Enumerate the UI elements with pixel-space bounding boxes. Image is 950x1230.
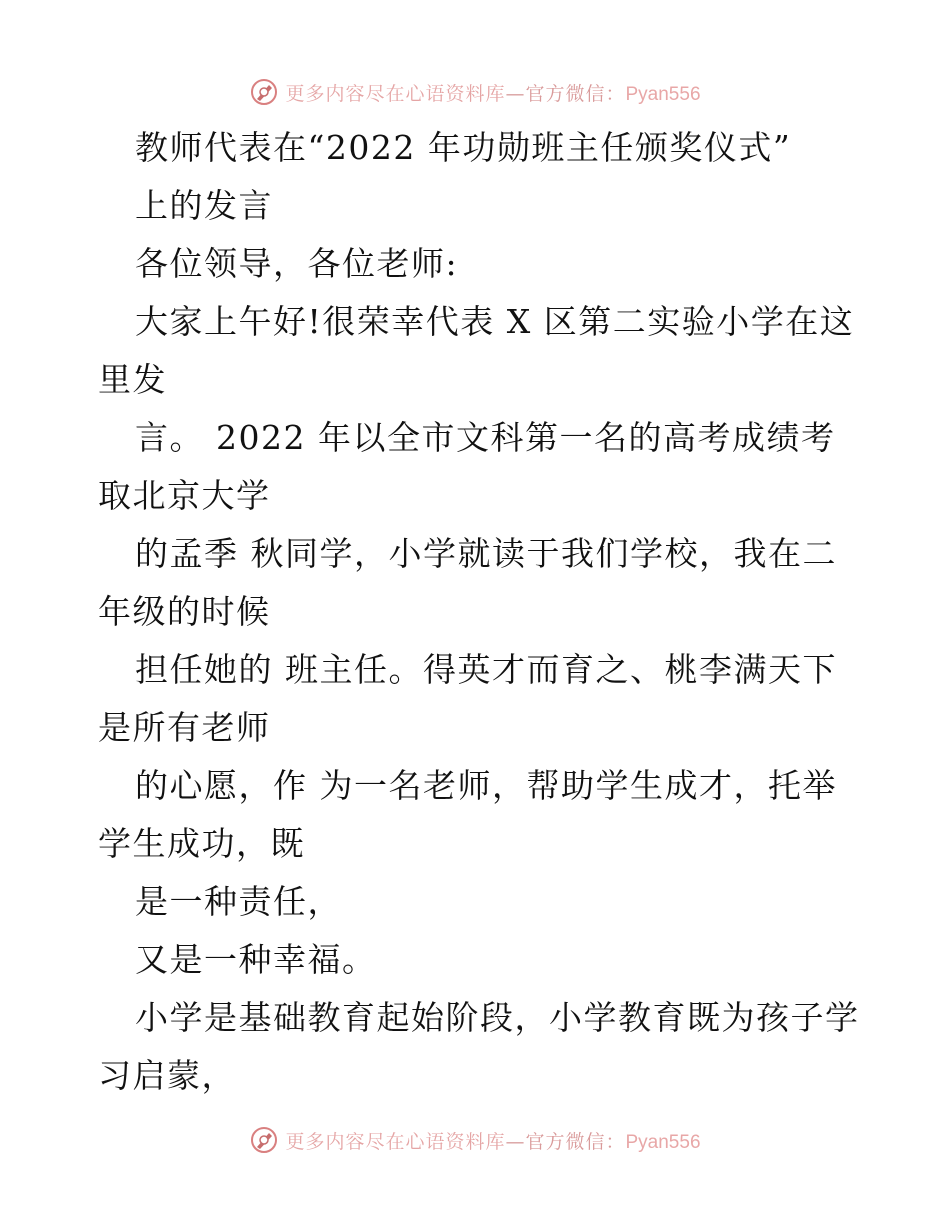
- doc-line-6: 取北京大学: [98, 476, 271, 515]
- doc-line-13: 是一种责任，: [135, 882, 342, 921]
- watermark-main: 更多内容尽在心语资料库: [285, 1130, 506, 1153]
- watermark-wechat-label: 官方微信：: [525, 82, 626, 105]
- watermark-text: [285, 79, 700, 106]
- doc-line-10: 是所有老师: [98, 708, 271, 747]
- doc-line-5: 言。 2022 年以全市文科第一名的高考成绩考: [135, 418, 836, 457]
- quill-seal-icon: [249, 1125, 279, 1155]
- doc-line-11: 的心愿，作 为一名老师，帮助学生成才，托举: [135, 766, 837, 805]
- doc-line-7: 的孟季 秋同学，小学就读于我们学校，我在二: [135, 534, 837, 573]
- doc-line-12: 学生成功，既: [98, 824, 305, 863]
- doc-line-9: 担任她的 班主任。得英才而育之、桃李满天下: [135, 650, 837, 689]
- watermark-main: 更多内容尽在心语资料库: [285, 82, 506, 105]
- doc-line-16: 习启蒙，: [98, 1056, 236, 1095]
- doc-line-14: 又是一种幸福。: [135, 940, 377, 979]
- doc-line-3: 大家上午好!很荣幸代表 X 区第二实验小学在这: [135, 302, 855, 341]
- footer-watermark: [0, 1120, 950, 1160]
- doc-line-15: 小学是基础教育起始阶段，小学教育既为孩子学: [135, 998, 860, 1037]
- watermark-text: [285, 1127, 700, 1154]
- header-watermark: [0, 72, 950, 112]
- doc-line-4: 里发: [98, 360, 167, 399]
- doc-line-8: 年级的时候: [98, 592, 271, 631]
- watermark-account: Pyan556: [625, 1131, 701, 1153]
- watermark-separator: —: [505, 1130, 526, 1153]
- watermark-separator: —: [505, 82, 526, 105]
- quill-seal-icon: [249, 77, 279, 107]
- doc-line-salutation: 各位领导，各位老师:: [135, 244, 459, 283]
- watermark-wechat-label: 官方微信：: [525, 1130, 626, 1153]
- doc-line-title-1: 教师代表在“2022 年功勋班主任颁奖仪式”: [135, 128, 792, 167]
- doc-line-title-2: 上的发言: [135, 186, 273, 225]
- watermark-account: Pyan556: [625, 83, 701, 105]
